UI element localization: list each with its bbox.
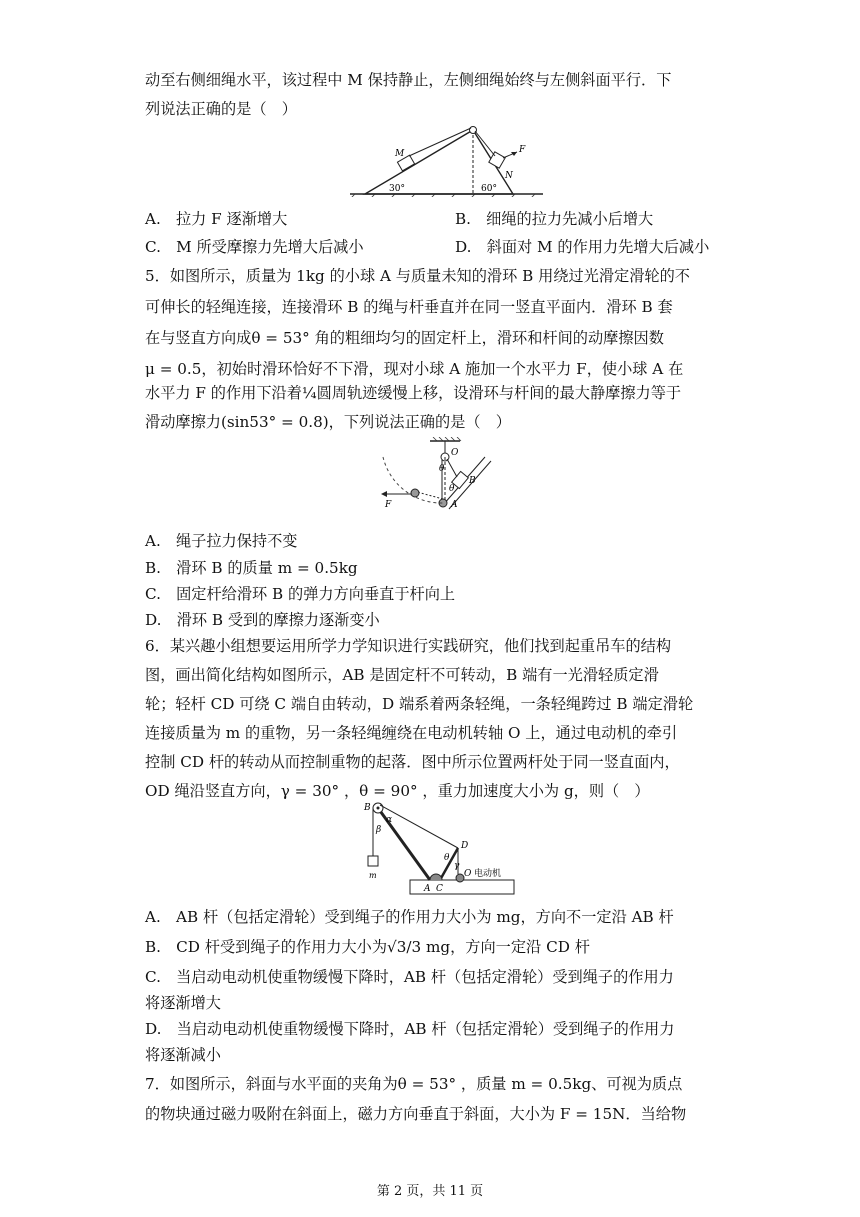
q6-line-2: 图，画出简化结构如图所示，AB 是固定杆不可转动，B 端有一光滑轻质定滑 xyxy=(145,666,659,684)
q5-line-4: μ = 0.5，初始时滑环恰好不下滑，现对小球 A 施加一个水平力 F，使小球 A 在 xyxy=(145,360,684,378)
q4-figure xyxy=(345,122,545,197)
q6-label-d: D xyxy=(461,841,469,851)
q6-label-c: C xyxy=(436,884,443,894)
q6-option-a[interactable]: A. AB 杆（包括定滑轮）受到绳子的作用力大小为 mg，方向不一定沿 AB 杆 xyxy=(145,908,674,926)
q4-line-1: 动至右侧细绳水平，该过程中 M 保持静止，左侧细绳始终与左侧斜面平行．下 xyxy=(145,71,672,89)
q6-label-a: A xyxy=(424,884,431,894)
q5-figure xyxy=(375,437,495,527)
q6-label-gamma: γ xyxy=(454,861,460,871)
q6-label-m: m xyxy=(369,871,377,880)
q6-option-d[interactable]: D. 当启动电动机使重物缓慢下降时，AB 杆（包括定滑轮）受到绳子的作用力 xyxy=(145,1020,675,1038)
q6-label-beta: β xyxy=(376,825,382,835)
q5-label-theta2: θ xyxy=(449,484,455,494)
q5-label-o: O xyxy=(451,448,459,458)
q4-option-b[interactable]: B. 细绳的拉力先减小后增大 xyxy=(455,210,654,228)
q5-option-a[interactable]: A. 绳子拉力保持不变 xyxy=(145,532,298,550)
q6-option-b[interactable]: B. CD 杆受到绳子的作用力大小为√3/3 mg，方向一定沿 CD 杆 xyxy=(145,938,590,956)
q6-line-5: 控制 CD 杆的转动从而控制重物的起落．图中所示位置两杆处于同一竖直面内， xyxy=(145,753,680,771)
q5-line-1: 5．如图所示，质量为 1kg 的小球 A 与质量未知的滑环 B 用绕过光滑定滑轮的不 xyxy=(145,267,690,285)
q4-label-angle1: 30° xyxy=(389,184,405,194)
q4-option-d[interactable]: D. 斜面对 M 的作用力先增大后减小 xyxy=(455,238,710,256)
q4-label-angle2: 60° xyxy=(481,184,497,194)
q6-option-d-cont: 将逐渐减小 xyxy=(145,1046,221,1064)
q6-line-6: OD 绳沿竖直方向，γ = 30° ，θ = 90° ，重力加速度大小为 g，则（ ） xyxy=(145,782,650,800)
q7-line-2: 的物块通过磁力吸附在斜面上，磁力方向垂直于斜面，大小为 F = 15N．当给物 xyxy=(145,1105,687,1123)
q6-option-c-cont: 将逐渐增大 xyxy=(145,994,221,1012)
q7-line-1: 7．如图所示，斜面与水平面的夹角为θ = 53° ，质量 m = 0.5kg、可视为质点 xyxy=(145,1075,683,1093)
q6-label-theta: θ xyxy=(444,853,450,863)
q4-label-f: F xyxy=(519,145,526,155)
q6-line-3: 轮；轻杆 CD 可绕 C 端自由转动，D 端系着两条轻绳，一条轻绳跨过 B 端定滑轮 xyxy=(145,695,694,713)
q4-line-2: 列说法正确的是（ ） xyxy=(145,100,297,118)
q5-line-2: 可伸长的轻绳连接，连接滑环 B 的绳与杆垂直并在同一竖直平面内．滑环 B 套 xyxy=(145,298,673,316)
q5-line-3: 在与竖直方向成θ = 53° 角的粗细均匀的固定杆上，滑环和杆间的动摩擦因数 xyxy=(145,329,664,347)
q4-label-m: M xyxy=(395,149,405,159)
q4-option-a[interactable]: A. 拉力 F 逐渐增大 xyxy=(145,210,288,228)
q5-label-b: B xyxy=(469,476,476,486)
q5-option-b[interactable]: B. 滑环 B 的质量 m = 0.5kg xyxy=(145,559,358,577)
q6-label-b: B xyxy=(364,803,371,813)
q5-label-f: F xyxy=(385,500,392,510)
q5-label-theta1: θ xyxy=(439,464,445,474)
page-footer: 第 2 页，共 11 页 xyxy=(376,1184,484,1199)
q5-label-a: A xyxy=(451,500,458,510)
q5-option-d[interactable]: D. 滑环 B 受到的摩擦力逐渐变小 xyxy=(145,611,380,629)
q6-option-c[interactable]: C. 当启动电动机使重物缓慢下降时，AB 杆（包括定滑轮）受到绳子的作用力 xyxy=(145,968,674,986)
q6-line-1: 6．某兴趣小组想要运用所学力学知识进行实践研究，他们找到起重吊车的结构 xyxy=(145,637,672,655)
q6-label-o: O xyxy=(464,869,472,879)
q5-option-c[interactable]: C. 固定杆给滑环 B 的弹力方向垂直于杆向上 xyxy=(145,585,456,603)
q5-line-6: 滑动摩擦力(sin53° = 0.8)，下列说法正确的是（ ） xyxy=(145,413,511,431)
q5-line-5: 水平力 F 的作用下沿着¼圆周轨迹缓慢上移，设滑环与杆间的最大静摩擦力等于 xyxy=(145,384,682,402)
q6-figure xyxy=(360,796,520,901)
q6-label-alpha: α xyxy=(386,815,393,825)
q4-option-c[interactable]: C. M 所受摩擦力先增大后减小 xyxy=(145,238,364,256)
q4-label-n: N xyxy=(505,171,513,181)
q6-line-4: 连接质量为 m 的重物，另一条轻绳缠绕在电动机转轴 O 上，通过电动机的牵引 xyxy=(145,724,678,742)
q6-label-motor: 电动机 xyxy=(474,869,502,879)
